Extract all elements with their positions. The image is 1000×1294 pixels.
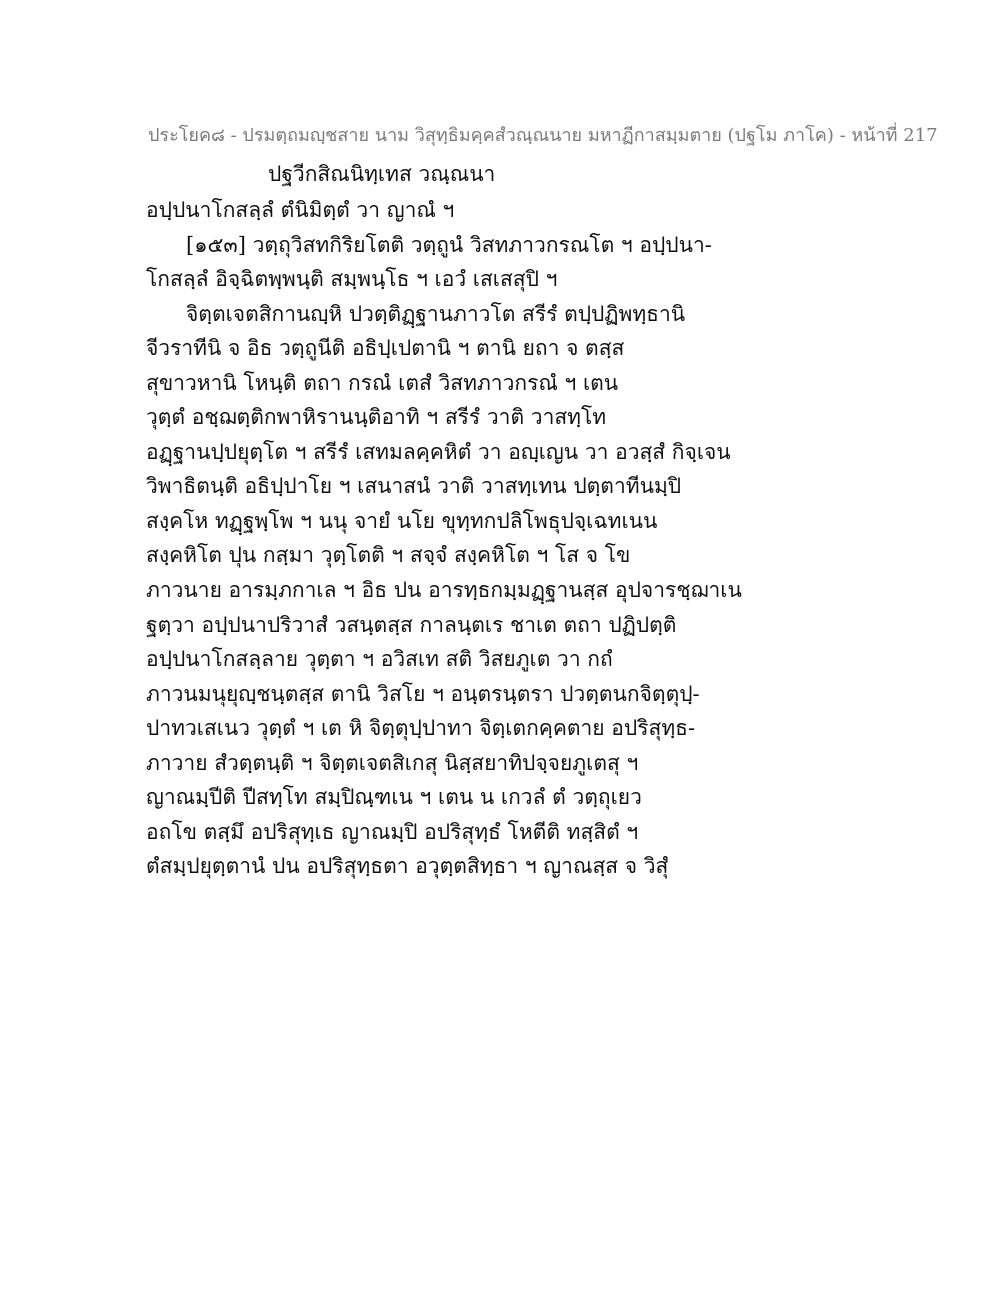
body-line: อถโข ตสฺมึ อปริสุทฺเธ ญาณมฺปิ อปริสุทฺธํ โหตีติ ทสฺสิตํ ฯ	[146, 819, 639, 844]
body-line: ฐตฺวา อปฺปนาปริวาสํ วสนฺตสฺส กาลนฺตเร ชาเต ตถา ปฏิปตฺติ	[146, 612, 677, 637]
body-line: จิตฺตเจตสิกานญฺหิ ปวตฺติฏฺฐานภาวโต สรีรํ ตปฺปฏิพทฺธานิ	[186, 301, 686, 326]
running-header: ประโยค๘ - ปรมตฺถมญฺชสาย นาม วิสุทฺธิมคฺคสํวณฺณนาย มหาฏีกาสมฺมตาย (ปฐโม ภาโค) - หน้าที่ 217	[148, 125, 938, 146]
body-line: ภาวนมนุยุญฺชนฺตสฺส ตานิ วิสโย ฯ อนฺตรนฺตรา ปวตฺตนกจิตฺตุปฺ-	[146, 681, 700, 706]
body-line: วิพาธิตนฺติ อธิปฺปาโย ฯ เสนาสนํ วาติ วาสทฺเทน ปตฺตาทีนมฺปิ	[146, 474, 682, 499]
body-line: อปฺปนาโกสลฺลํ ตํนิมิตฺตํ วา ญาณํ ฯ	[146, 198, 455, 222]
body-line: ปาทวเสเนว วุตฺตํ ฯ เต หิ จิตฺตุปฺปาทา จิตฺเตกคฺคตาย อปริสุทฺธ-	[146, 716, 696, 741]
section-title: ปฐวีกสิณนิทฺเทส วณฺณนา	[268, 162, 496, 186]
body-line: โกสลฺลํ อิจฺฉิตพฺพนฺติ สมฺพนฺโธ ฯ เอวํ เสเสสุปิ ฯ	[146, 267, 558, 292]
body-line: สงฺคหิโต ปุน กสฺมา วุตฺโตติ ฯ สจฺจํ สงฺคหิโต ฯ โส จ โข	[146, 543, 631, 568]
body-line: อปฺปนาโกสลฺลาย วุตฺตา ฯ อวิสเท สติ วิสยภูเต วา กถํ	[146, 647, 613, 672]
body-line: ญาณมฺปีติ ปีสทฺโท สมฺปิณฺฑเน ฯ เตน น เกวลํ ตํ วตฺถุเยว	[146, 785, 642, 810]
body-text	[146, 193, 866, 884]
body-line: ภาวาย สํวตฺตนฺติ ฯ จิตฺตเจตสิเกสุ นิสฺสยาทิปจฺจยภูเตสุ ฯ	[146, 750, 639, 775]
body-line: วุตฺตํ อชฺฌตฺติกพาหิรานนฺติอาทิ ฯ สรีรํ วาติ วาสทฺโท	[146, 405, 607, 430]
body-line: ตํสมฺปยุตฺตานํ ปน อปริสุทฺธตา อวุตฺตสิทฺธา ฯ ญาณสฺส จ วิสุํ	[146, 854, 669, 879]
body-line: [๑๕๓] วตฺถุวิสทกิริยโตติ วตฺถูนํ วิสทภาวกรณโต ฯ อปฺปนา-	[186, 232, 712, 257]
body-line: สงฺคโห ทฏฺฐพฺโพ ฯ นนุ จายํ นโย ขุทฺทกปลิโพธุปจฺเฉทเนน	[146, 508, 658, 533]
body-line: สุขาวหานิ โหนฺติ ตถา กรณํ เตสํ วิสทภาวกรณํ ฯ เตน	[146, 370, 619, 395]
body-line: จีวราทีนิ จ อิธ วตฺถูนีติ อธิปฺเปตานิ ฯ ตานิ ยถา จ ตสฺส	[146, 336, 625, 361]
body-line: ภาวนาย อารมฺภกาเล ฯ อิธ ปน อารทฺธกมฺมฏฺฐานสฺส อุปจารชฺฌาเน	[146, 578, 742, 603]
body-line: อฏฺฐานปฺปยุตฺโต ฯ สรีรํ เสทมลคฺคหิตํ วา อญฺเญน วา อวสฺสํ กิจฺเจน	[146, 439, 731, 464]
